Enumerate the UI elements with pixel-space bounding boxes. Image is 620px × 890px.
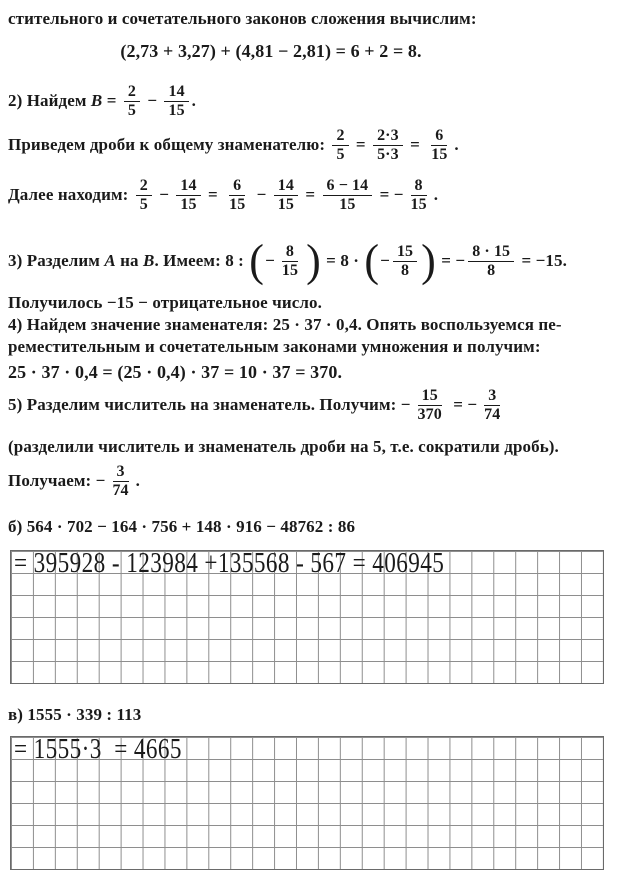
big-parenthesis: ) — [306, 235, 321, 286]
fraction — [468, 243, 514, 280]
step-5-line — [0, 384, 620, 426]
text-run: . — [454, 135, 459, 154]
fraction-reduction-note: (разделили числитель и знаменатель дроби на 5, т.е. сократили дробь). — [8, 437, 559, 456]
part-v-heading: в) 1555 · 339 : 113 — [8, 705, 142, 724]
fraction-denominator: 15 — [410, 195, 427, 213]
text-run: = — [102, 91, 121, 110]
text-run: . Имеем: 8 : — [154, 251, 249, 270]
text-run: − — [252, 185, 271, 204]
text-run: . — [135, 471, 141, 490]
negative-number-note: Получилось −15 − отрицательное число. — [8, 293, 322, 312]
fraction — [108, 463, 132, 500]
text-run: − — [265, 251, 275, 270]
multiplication-equation: 25 · 37 · 0,4 = (25 · 0,4) · 37 = 10 · 37 = 370. — [8, 362, 343, 382]
fraction-denominator: 370 — [417, 405, 442, 423]
addition-law-equation: (2,73 + 3,27) + (4,81 − 2,81) = 6 + 2 = 8. — [120, 41, 422, 61]
text-run: = − — [375, 185, 404, 204]
fraction-denominator: 8 — [487, 261, 496, 279]
text-run: . — [191, 91, 197, 110]
text-run: Получаем: − — [8, 471, 106, 490]
fraction-numerator: 14 — [176, 177, 200, 196]
text-run: − — [380, 251, 390, 270]
text-run: = — [351, 135, 371, 154]
fraction — [164, 83, 188, 120]
fraction-denominator: 15 — [229, 195, 246, 213]
fraction-numerator: 15 — [418, 387, 442, 406]
fraction — [414, 387, 446, 424]
text-run: − — [142, 91, 162, 110]
big-parenthesis: ( — [249, 235, 265, 286]
math-variable: B — [90, 91, 103, 110]
fraction-denominator: 15 — [168, 101, 185, 119]
fraction-numerator: 2 — [136, 177, 152, 196]
fraction-numerator: 8 · 15 — [468, 243, 514, 262]
fraction-numerator: 2·3 — [373, 127, 403, 146]
fraction-denominator: 15 — [431, 145, 448, 163]
fraction-numerator: 14 — [164, 83, 188, 102]
text-run: = −15. — [517, 251, 567, 270]
text-run: Далее находим: — [8, 185, 133, 204]
fraction — [274, 177, 298, 214]
text-run: = — [405, 135, 425, 154]
text-run: = − — [448, 395, 478, 414]
subtraction-chain-line — [0, 174, 620, 216]
fraction-numerator: 2 — [124, 83, 140, 102]
text-run: 5) Разделим числитель на знаменатель. Получим: − — [8, 395, 411, 414]
step-2-find-b — [0, 80, 620, 122]
text-run: 3) Разделим — [8, 251, 105, 270]
fraction-numerator: 2 — [332, 127, 348, 146]
text-run: . — [433, 185, 439, 204]
fraction — [407, 177, 431, 214]
grid-part-v-handwriting: = 1555·3 = 4665 — [14, 733, 182, 765]
fraction-denominator: 74 — [112, 481, 129, 499]
text-run: Приведем дроби к общему знаменателю: — [8, 135, 330, 154]
fraction-denominator: 15 — [277, 195, 294, 213]
fraction — [393, 243, 417, 280]
text-run: на — [115, 251, 143, 270]
fraction-numerator: 14 — [274, 177, 298, 196]
fraction — [124, 83, 140, 120]
fraction — [136, 177, 152, 214]
fraction-denominator: 74 — [484, 405, 501, 423]
fraction — [332, 127, 348, 164]
step-4-line-2: реместительным и сочетательным законами умножения и получим: — [8, 337, 541, 356]
fraction-denominator: 5 — [127, 101, 136, 119]
fraction-denominator: 8 — [401, 261, 410, 279]
common-denominator-line — [0, 124, 620, 166]
step-3-division-line — [0, 236, 620, 286]
fraction-denominator: 15 — [281, 261, 299, 279]
text-run: = — [301, 185, 320, 204]
text-run: = − — [436, 251, 466, 270]
grid-part-v — [10, 733, 604, 870]
big-parenthesis: ( — [364, 235, 380, 286]
fraction — [480, 387, 504, 424]
part-b-heading: б) 564 · 702 − 164 · 756 + 148 · 916 − 48762 : 86 — [8, 517, 356, 536]
fraction-denominator: 15 — [339, 195, 356, 213]
grid-part-b-handwriting: = 395928 - 123984 +135568 - 567 = 406945 — [14, 547, 445, 579]
math-variable: A — [104, 251, 116, 270]
text-run: 2) Найдем — [8, 91, 91, 110]
fraction-denominator: 5·3 — [377, 145, 399, 163]
text-run: = — [203, 185, 223, 204]
fraction — [225, 177, 249, 214]
fraction-numerator: 6 — [431, 127, 447, 146]
fraction-numerator: 8 — [282, 243, 298, 262]
fraction — [278, 243, 302, 280]
fraction-numerator: 3 — [113, 463, 129, 482]
intro-continuation-line: стительного и сочетательного законов сложения вычислим: — [8, 9, 477, 28]
fraction-denominator: 5 — [139, 195, 148, 213]
text-run: = 8 · — [321, 251, 364, 270]
fraction — [176, 177, 200, 214]
fraction — [427, 127, 451, 164]
big-parenthesis: ) — [421, 235, 436, 286]
fraction-numerator: 15 — [393, 243, 417, 262]
fraction-numerator: 6 − 14 — [323, 177, 373, 196]
fraction-numerator: 6 — [229, 177, 245, 196]
fraction-denominator: 15 — [180, 195, 197, 213]
grid-part-b — [10, 547, 604, 684]
fraction-denominator: 5 — [336, 145, 345, 163]
fraction-numerator: 3 — [484, 387, 500, 406]
fraction — [373, 127, 403, 164]
text-run: − — [154, 185, 174, 204]
step-4-line-1: 4) Найдем значение знаменателя: 25 · 37 · 0,4. Опять воспользуемся пе- — [8, 315, 562, 334]
math-variable: B — [142, 251, 155, 270]
fraction — [323, 177, 373, 214]
final-answer-line — [0, 460, 620, 502]
fraction-numerator: 8 — [411, 177, 427, 196]
